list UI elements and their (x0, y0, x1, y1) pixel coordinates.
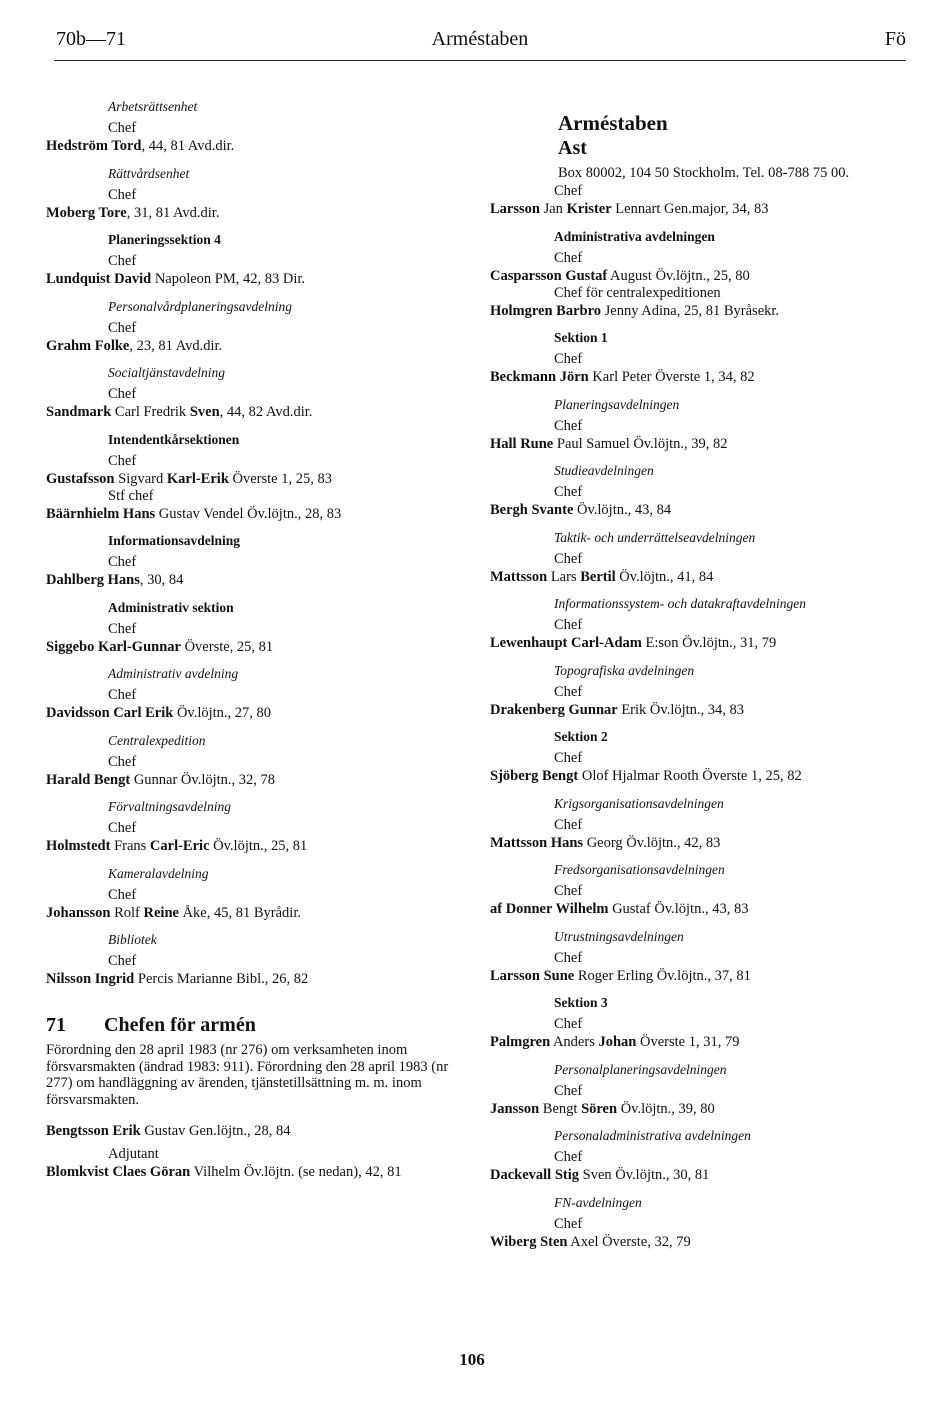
person-line (46, 1122, 466, 1140)
unit-entry (490, 928, 890, 985)
person-details: Öv.löjtn., 43, 84 (573, 502, 672, 518)
section-description: Förordning den 28 april 1983 (nr 276) om verksamheten inom försvarsmakten (ändrad 1983: 911). Förordning den 28 april 1983 (nr 277) om handläggning av ärenden, tjänstetillsättning m. m. inom försvarsmakten. (46, 1042, 449, 1108)
unit-heading: Planeringssektion 4 (108, 232, 221, 247)
person-details: Georg Öv.löjtn., 42, 83 (583, 834, 721, 851)
person-given-names: Bengt (539, 1100, 582, 1117)
role-label: Chef (554, 550, 583, 567)
person-name: af Donner Wilhelm (490, 901, 609, 917)
person-line (490, 634, 890, 652)
unit-entry (46, 165, 466, 222)
person-name: Holmgren Barbro (490, 302, 602, 319)
unit-entry (490, 662, 890, 719)
person-details: Napoleon PM, 42, 83 Dir. (151, 271, 306, 287)
page-number: 106 (459, 1350, 485, 1369)
unit-heading: Rättvårdsenhet (108, 165, 190, 181)
person-line (46, 337, 466, 355)
person-line (490, 701, 890, 719)
person-name: Davidsson Carl Erik (46, 705, 174, 721)
person-details: Öv.löjtn., 25, 81 (209, 838, 308, 854)
unit-entry (490, 329, 890, 386)
person-details: Åke, 45, 81 Byrådir. (178, 904, 301, 921)
unit-heading: Socialtjänstavdelning (108, 365, 225, 380)
agency-abbreviation: Ast (558, 137, 587, 159)
person-given-names: Carl Fredrik (111, 404, 190, 420)
person-details: Gustaf Öv.löjtn., 43, 83 (608, 901, 749, 917)
person-line (490, 1100, 890, 1118)
unit-entry (490, 228, 890, 320)
role-label: Chef (554, 816, 583, 833)
role-label: Chef (554, 1082, 583, 1099)
role-label: Chef (554, 351, 583, 367)
role-label: Chef (108, 753, 137, 770)
person-line (490, 967, 890, 985)
person-details: Gunnar Öv.löjtn., 32, 78 (130, 771, 276, 788)
unit-heading: Sektion 3 (554, 995, 608, 1010)
person-line (490, 200, 890, 218)
unit-entry (46, 798, 466, 855)
person-name: Jansson (490, 1100, 540, 1117)
person-line (46, 571, 466, 589)
role-label: Chef (554, 1215, 583, 1232)
person-line (490, 435, 890, 453)
person-details: Vilhelm Öv.löjtn. (se nedan), 42, 81 (190, 1164, 402, 1180)
role-label: Chef för centralexpeditionen (554, 284, 721, 301)
person-details: Karl Peter Överste 1, 34, 82 (588, 369, 755, 385)
unit-heading: Bibliotek (108, 932, 157, 947)
person-name: Palmgren (490, 1034, 551, 1050)
right-unit-list (490, 228, 890, 1251)
person-name: Drakenberg Gunnar (490, 701, 618, 718)
unit-heading: Utrustningsavdelningen (554, 928, 684, 944)
role-label: Chef (554, 484, 583, 500)
role-label: Chef (108, 554, 137, 570)
person-name: Beckmann Jörn (490, 369, 589, 385)
person-details: Öv.löjtn., 39, 80 (617, 1100, 715, 1117)
unit-heading: Intendentkårsektionen (108, 431, 240, 447)
person-name: Dahlberg Hans (46, 572, 140, 588)
section-71 (46, 1012, 466, 1181)
person-name: Wiberg Sten (490, 1233, 568, 1250)
person-details: , 44, 81 Avd.dir. (141, 138, 235, 154)
person-name: Bengtsson Erik (46, 1123, 141, 1139)
person-name: Casparsson Gustaf (490, 267, 608, 284)
person-name: Hedström Tord (46, 138, 142, 154)
person-details: E:son Öv.löjtn., 31, 79 (641, 635, 777, 651)
unit-heading: Fredsorganisationsavdelningen (554, 862, 725, 877)
role-label: Chef (554, 750, 583, 766)
role-label: Chef (554, 617, 583, 633)
unit-heading: Informationssystem- och datakraftavdelningen (554, 596, 806, 611)
role-label: Chef (554, 249, 583, 266)
person-line (46, 704, 466, 722)
right-column (490, 110, 890, 1260)
page-range: 70b—71 (56, 28, 126, 50)
unit-entry (46, 931, 466, 988)
role-label: Chef (108, 620, 137, 637)
person-line (46, 771, 466, 789)
person-name: Lundquist David (46, 271, 152, 287)
section-code: Fö (884, 28, 906, 50)
person-line (490, 1233, 890, 1251)
role-label: Chef (554, 883, 583, 899)
role-label: Chef (554, 1016, 583, 1032)
role-label: Chef (108, 820, 137, 836)
person-name: Nilsson Ingrid (46, 971, 135, 987)
unit-entry (490, 1194, 890, 1251)
agency-chief (490, 183, 890, 218)
unit-heading: Administrativ avdelning (108, 666, 239, 681)
unit-heading: Personaladministrativa avdelningen (554, 1128, 751, 1143)
unit-heading: Topografiska avdelningen (554, 662, 695, 678)
unit-heading: Studieavdelningen (554, 463, 654, 478)
person-name: Sjöberg Bengt (490, 768, 579, 784)
person-line (490, 1033, 890, 1051)
person-line (490, 1166, 890, 1184)
unit-entry (46, 599, 466, 656)
person-name: Harald Bengt (46, 771, 131, 788)
person-line (46, 970, 466, 988)
role-label: Chef (108, 186, 137, 203)
page-header (54, 24, 906, 64)
unit-heading: Arbetsrättsenhet (108, 99, 198, 114)
person-name: Hall Rune (490, 435, 554, 452)
person-call-name: Sven (189, 404, 220, 420)
unit-heading: Sektion 1 (554, 330, 608, 345)
unit-entry (46, 231, 466, 288)
person-name: Larsson (490, 201, 540, 217)
person-name: Larsson Sune (490, 967, 575, 984)
unit-heading: Kameralavdelning (108, 865, 209, 881)
person-details: August Öv.löjtn., 25, 80 (607, 267, 750, 284)
person-details: , 30, 84 (139, 572, 184, 588)
person-line (46, 505, 466, 523)
person-line (46, 1163, 466, 1181)
person-name: Dackevall Stig (490, 1167, 580, 1183)
role-label: Chef (554, 183, 583, 199)
unit-entry (46, 431, 466, 523)
unit-entry (46, 865, 466, 922)
person-name: Bäärnhielm Hans (46, 505, 156, 522)
unit-entry (490, 994, 890, 1051)
person-given-names: Anders (550, 1034, 599, 1050)
unit-entry (46, 665, 466, 722)
person-name: Blomkvist Claes Göran (46, 1164, 191, 1180)
unit-entry (46, 532, 466, 589)
role-label: Chef (108, 253, 137, 269)
person-details: Erik Öv.löjtn., 34, 83 (617, 701, 745, 718)
person-line (46, 403, 466, 421)
person-line (490, 267, 890, 285)
unit-entry (490, 1127, 890, 1184)
person-details: Jenny Adina, 25, 81 Byråsekr. (601, 302, 780, 319)
unit-entry (490, 1061, 890, 1118)
person-call-name: Reine (143, 904, 179, 921)
person-details: Öv.löjtn., 27, 80 (173, 705, 272, 721)
person-call-name: Johan (598, 1034, 637, 1050)
person-name: Mattsson Hans (490, 834, 584, 851)
section-number: 71 (46, 1014, 66, 1036)
unit-heading: Personalplaneringsavdelningen (554, 1061, 727, 1077)
running-title: Arméstaben (431, 28, 529, 50)
person-line (46, 904, 466, 922)
agency-title: Arméstaben (558, 111, 668, 135)
person-details: Överste, 25, 81 (180, 638, 274, 655)
left-unit-list (46, 98, 466, 988)
unit-entry (490, 529, 890, 586)
person-details: Paul Samuel Öv.löjtn., 39, 82 (553, 435, 728, 452)
person-name: Lewenhaupt Carl-Adam (490, 635, 642, 651)
person-name: Gustafsson (46, 470, 115, 487)
unit-entry (490, 462, 890, 519)
person-details: , 31, 81 Avd.dir. (126, 204, 220, 221)
person-call-name: Sören (581, 1100, 618, 1117)
person-details: , 23, 81 Avd.dir. (129, 337, 223, 354)
person-line (490, 767, 890, 785)
role-label: Chef (108, 319, 137, 336)
role-label: Chef (108, 386, 137, 402)
role-label: Chef (108, 953, 137, 969)
person-line (46, 470, 466, 488)
role-label: Chef (554, 949, 583, 966)
person-details: Överste 1, 25, 83 (228, 470, 332, 487)
unit-heading: Personalvårdplaneringsavdelning (108, 298, 292, 314)
section-title: Chefen för armén (104, 1014, 256, 1036)
person-line (46, 837, 466, 855)
role-label: Chef (554, 1149, 583, 1165)
person-details: Överste 1, 31, 79 (636, 1034, 740, 1050)
role-label: Stf chef (108, 487, 154, 504)
person-details: Öv.löjtn., 41, 84 (615, 568, 714, 585)
role-label: Chef (108, 687, 137, 703)
person-name: Sandmark (46, 404, 112, 420)
person-given-names: Rolf (110, 904, 144, 921)
person-line (490, 368, 890, 386)
person-line (490, 834, 890, 852)
role-label: Chef (554, 683, 583, 700)
role-label: Chef (108, 886, 137, 903)
role-label: Chef (108, 452, 137, 469)
person-given-names: Jan (539, 201, 567, 217)
unit-entry (490, 861, 890, 918)
person-name: Holmstedt (46, 838, 111, 854)
person-line (46, 137, 466, 155)
person-call-name: Carl-Eric (149, 838, 210, 854)
left-column (46, 98, 466, 1181)
unit-heading: Administrativ sektion (108, 599, 234, 615)
section-heading (46, 1012, 466, 1038)
person-details: Gustav Vendel Öv.löjtn., 28, 83 (155, 505, 342, 522)
person-line (490, 568, 890, 586)
person-given-names: Frans (110, 838, 150, 854)
person-line (46, 270, 466, 288)
person-name: Bergh Svante (490, 502, 574, 518)
person-name: Mattsson (490, 568, 548, 585)
person-call-name: Karl-Erik (166, 470, 229, 487)
person-line (490, 302, 890, 320)
unit-entry (46, 364, 466, 421)
person-name: Moberg Tore (46, 204, 127, 221)
role-label: Chef (108, 120, 137, 136)
person-call-name: Bertil (580, 568, 616, 585)
unit-heading: Centralexpedition (108, 732, 206, 748)
person-line (46, 638, 466, 656)
person-name: Grahm Folke (46, 337, 130, 354)
unit-heading: Administrativa avdelningen (554, 228, 715, 244)
person-name: Johansson (46, 904, 111, 921)
unit-heading: Krigsorganisationsavdelningen (554, 795, 724, 811)
unit-entry (490, 396, 890, 453)
unit-entry (490, 728, 890, 785)
person-name: Siggebo Karl-Gunnar (46, 638, 181, 655)
header-rule (54, 60, 906, 61)
person-details: Sven Öv.löjtn., 30, 81 (579, 1167, 710, 1183)
person-call-name: Krister (566, 201, 612, 217)
person-details: Roger Erling Öv.löjtn., 37, 81 (574, 967, 751, 984)
person-line (490, 501, 890, 519)
person-details: , 44, 82 Avd.dir. (219, 404, 313, 420)
unit-heading: Sektion 2 (554, 729, 608, 744)
person-line (46, 204, 466, 222)
agency-address: Box 80002, 104 50 Stockholm. Tel. 08-788 75 00. (558, 165, 850, 181)
role-label: Chef (554, 417, 583, 434)
person-details: Olof Hjalmar Rooth Överste 1, 25, 82 (578, 768, 802, 784)
person-details: Lennart Gen.major, 34, 83 (611, 201, 769, 217)
unit-heading: Taktik- och underrättelseavdelningen (554, 529, 756, 545)
unit-heading: FN-avdelningen (554, 1194, 642, 1210)
person-line (490, 900, 890, 918)
unit-heading: Informationsavdelning (108, 533, 241, 548)
person-details: Axel Överste, 32, 79 (567, 1233, 691, 1250)
unit-entry (46, 98, 466, 155)
person-given-names: Sigvard (114, 470, 167, 487)
unit-entry (46, 732, 466, 789)
unit-heading: Planeringsavdelningen (554, 396, 680, 412)
unit-entry (46, 298, 466, 355)
unit-entry (490, 595, 890, 652)
person-details: Percis Marianne Bibl., 26, 82 (134, 971, 309, 987)
unit-entry (490, 795, 890, 852)
person-details: Gustav Gen.löjtn., 28, 84 (140, 1123, 291, 1139)
unit-heading: Förvaltningsavdelning (108, 799, 231, 814)
role-label: Adjutant (108, 1146, 159, 1162)
person-given-names: Lars (547, 568, 581, 585)
